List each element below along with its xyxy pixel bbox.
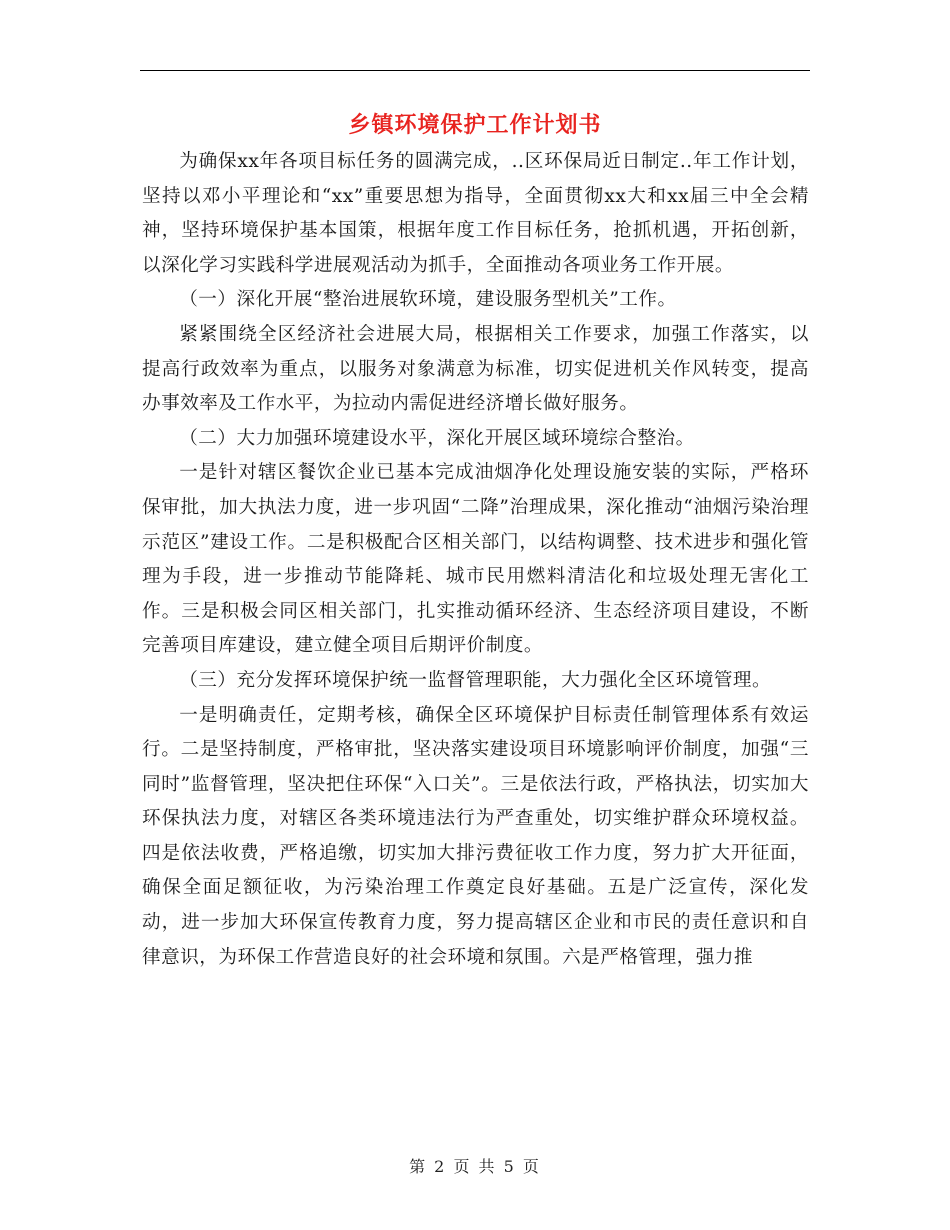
paragraph-section-3: 一是明确责任，定期考核，确保全区环境保护目标责任制管理体系有效运行。二是坚持制度，严格审批，坚决落实建设项目环境影响评价制度，加强“三同时”监督管理，坚决把住环保“入口关”。三是依法行政，严格执法，切实加大环保执法力度，对辖区各类环境违法行为严查重处，切实维护群众环境权益。四是依法收费，严格追缴，切实加大排污费征收工作力度，努力扩大开征面，确保全面足额征收，为污染治理工作奠定良好基础。五是广泛宣传，深化发动，进一步加大环保宣传教育力度，努力提高辖区企业和市民的责任意识和自律意识，为环保工作营造良好的社会环境和氛围。六是严格管理，强力推 — [142, 704, 809, 968]
page-number-footer: 第 2 页 共 5 页 — [409, 1157, 541, 1176]
section-heading-1: （一）深化开展“整治进展软环境，建设服务型机关”工作。 — [179, 289, 677, 311]
paragraph-intro: 为确保xx年各项目标任务的圆满完成，..区环保局近日制定..年工作计划，坚持以邓小平理论和“xx”重要思想为指导，全面贯彻xx大和xx届三中全会精神，坚持环境保护基本国策，根据年度工作目标任务，抢抓机遇，开拓创新，以深化学习实践科学进展观活动为抓手，全面推动各项业务工作开展。 — [142, 151, 809, 276]
header-rule — [140, 70, 810, 71]
document-body — [142, 145, 809, 975]
paragraph-section-2: 一是针对辖区餐饮企业已基本完成油烟净化处理设施安装的实际，严格环保审批，加大执法力度，进一步巩固“二降”治理成果，深化推动“油烟污染治理示范区”建设工作。二是积极配合区相关部门，以结构调整、技术进步和强化管理为手段，进一步推动节能降耗、城市民用燃料清洁化和垃圾处理无害化工作。三是积极会同区相关部门，扎实推动循环经济、生态经济项目建设，不断完善项目库建设，建立健全项目后期评价制度。 — [142, 462, 809, 657]
section-heading-2: （二）大力加强环境建设水平，深化开展区域环境综合整治。 — [179, 427, 695, 449]
document-title: 乡镇环境保护工作计划书 — [348, 112, 602, 138]
paragraph-section-1: 紧紧围绕全区经济社会进展大局，根据相关工作要求，加强工作落实，以提高行政效率为重点，以服务对象满意为标准，切实促进机关作风转变，提高办事效率及工作水平，为拉动内需促进经济增长做好服务。 — [142, 323, 809, 415]
section-heading-3: （三）充分发挥环境保护统一监督管理职能，大力强化全区环境管理。 — [179, 669, 772, 691]
